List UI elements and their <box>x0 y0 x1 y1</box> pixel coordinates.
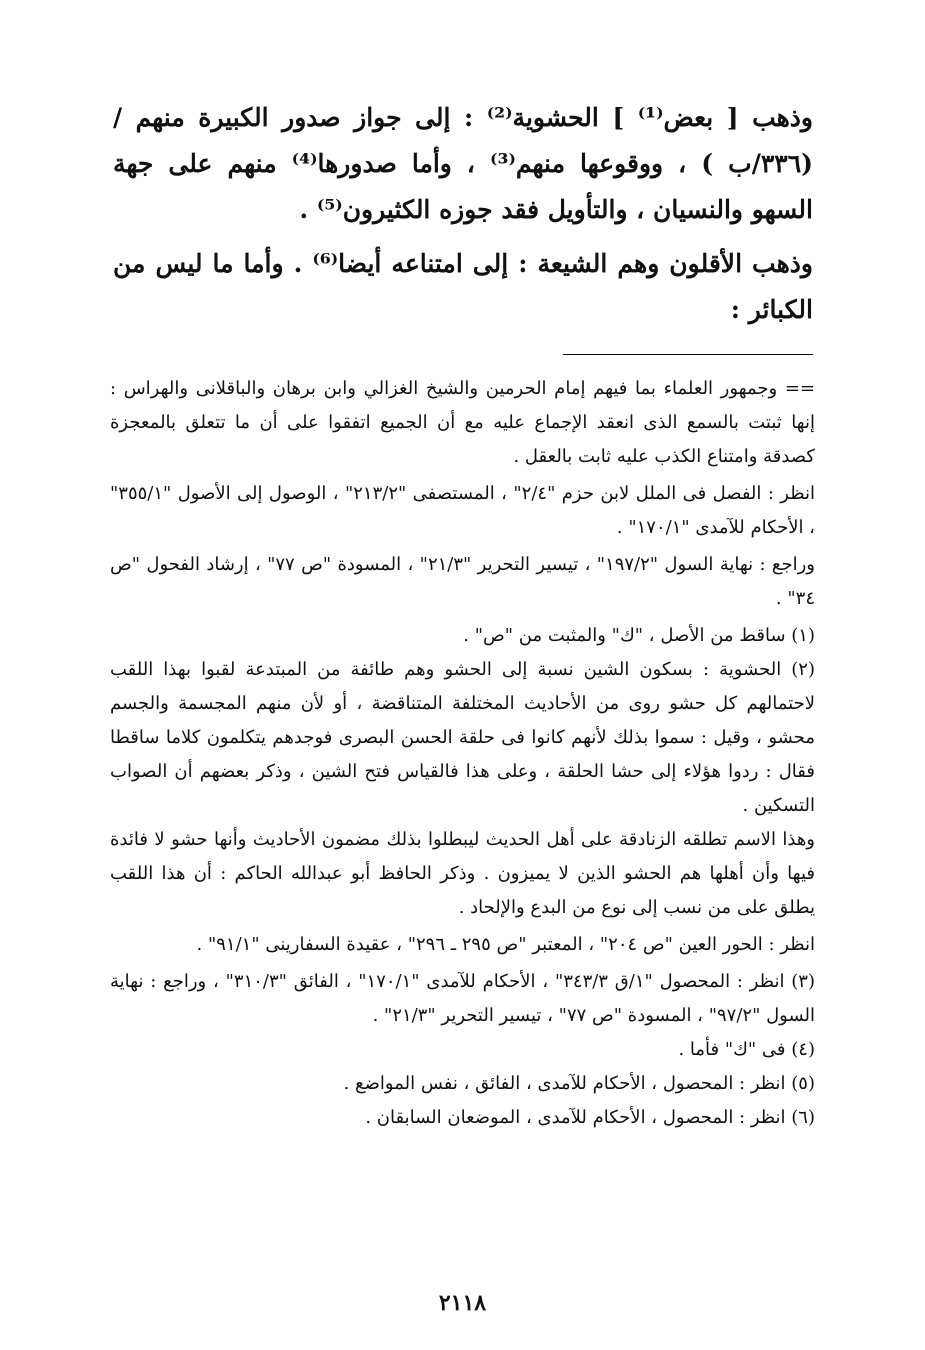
footnote-4: (٤) فى "ك" فأما . <box>678 1039 815 1060</box>
footnote-6: (٦) انظر : المحصول ، الأحكام للآمدى ، الموضعان السابقان . <box>365 1107 815 1128</box>
main-text <box>113 95 813 333</box>
footnote-separator <box>563 354 813 355</box>
footnote-2-continuation: وهذا الاسم تطلقه الزنادقة على أهل الحديث ليبطلوا بذلك مضمون الأحاديث وأنها حشو لا فائدة فيها وأن أهلها هم الحشو الذين لا يميزون . وذكر الحافظ أبو عبدالله الحاكم : أن هذا اللقب يطلق على من نسب إلى نوع من البدع والإلحاد . <box>110 829 815 918</box>
footnote-5: (٥) انظر : المحصول ، الأحكام للآمدى ، الفائق ، نفس المواضع . <box>343 1073 815 1094</box>
main-paragraph-1: وذهب [ بعض⁽¹⁾ ] الحشوية⁽²⁾ : إلى جواز صدور الكبيرة منهم / (٣٣٦/ب ) ، ووقوعها منهم⁽³⁾ ، وأما صدورها⁽⁴⁾ منهم على جهة السهو والنسيان ، والتأويل فقد جوزه الكثيرون⁽⁵⁾ . <box>113 103 813 224</box>
footnote-continuation-2: انظر : الفصل فى الملل لابن حزم "٢/٤" ، المستصفى "٢١٣/٢" ، الوصول إلى الأصول "٣٥٥/١" ، الأحكام للآمدى "١٧٠/١" . <box>110 483 815 538</box>
main-paragraph-2: وذهب الأقلون وهم الشيعة : إلى امتناعه أيضا⁽⁶⁾ . وأما ما ليس من الكبائر : <box>113 249 813 324</box>
page-number: ٢١١٨ <box>438 1290 487 1316</box>
footnote-continuation-3: وراجع : نهاية السول "١٩٧/٢" ، تيسير التحرير "٢١/٣" ، المسودة "ص ٧٧" ، إرشاد الفحول "ص ٣٤" . <box>110 554 815 609</box>
footnote-2-references: انظر : الحور العين "ص ٢٠٤" ، المعتبر "ص ٢٩٥ ـ ٢٩٦" ، عقيدة السفارينى "٩١/١" . <box>196 934 815 955</box>
footnote-3: (٣) انظر : المحصول "١/ق ٣٤٣/٣" ، الأحكام للآمدى "١٧٠/١" ، الفائق "٣١٠/٣" ، وراجع : نهاية السول "٩٧/٢" ، المسودة "ص ٧٧" ، تيسير التحرير "٢١/٣" . <box>110 971 815 1026</box>
footnote-1: (١) ساقط من الأصل ، "ك" والمثبت من "ص" . <box>463 625 815 646</box>
footnote-2: (٢) الحشوية : بسكون الشين نسبة إلى الحشو وهم طائفة من المبتدعة لقبوا بهذا اللقب لاحتمالهم كل حشو روى من الأحاديث المختلفة المتناقضة ، أو لأن منهم المجسمة والجسم محشو ، وقيل : سموا بذلك لأنهم كانوا فى حلقة الحسن البصرى فوجدهم يتكلمون كلاما ساقطا فقال : ردوا هؤلاء إلى حشا الحلقة ، وعلى هذا فالقياس فتح الشين ، وذكر بعضهم أن الصواب التسكين . <box>110 659 815 816</box>
footnote-continuation-1: == وجمهور العلماء بما فيهم إمام الحرمين والشيخ الغزالي وابن برهان والباقلانى والهراس : إنها ثبتت بالسمع الذى انعقد الإجماع عليه مع أن الجميع اتفقوا على أن ما تتعلق بالمعجزة كصدقة وامتناع الكذب عليه ثابت بالعقل . <box>110 378 815 467</box>
footnotes <box>110 372 815 1135</box>
